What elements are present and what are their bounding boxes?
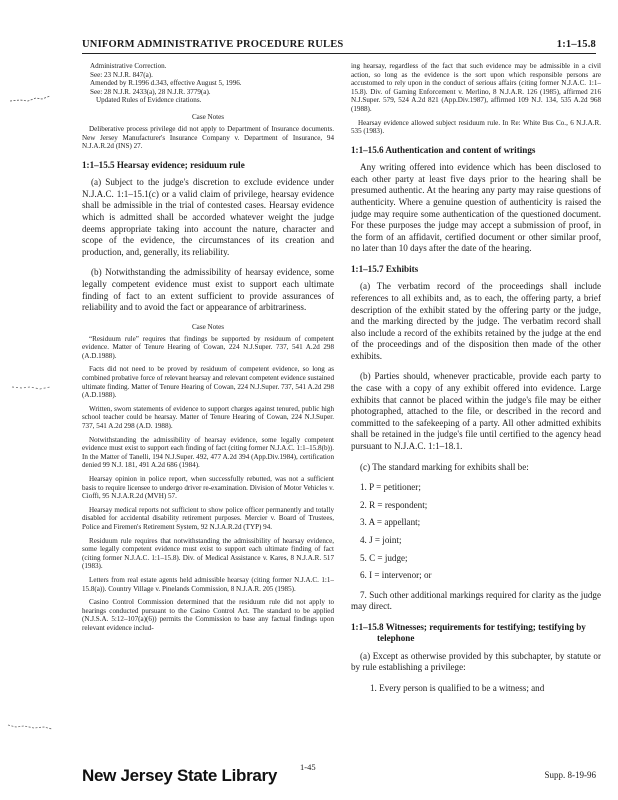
section-paragraph: (a) Subject to the judge's discretion to exclude evidence under N.J.A.C. 1:1–15.1(c) or a valid claim of privilege, hearsay evidence shall be admissible in the trial of contested cases. Hearsay evidence which is admitted shall be accorded whatever weight the judge deems appropriate taking into account the nature, character and scope of the evidence, the circumstances of its creation and production, and, generally, its reliability.: [82, 177, 334, 257]
header-section-range: 1:1–15.8: [556, 39, 596, 50]
section-paragraph: (a) Except as otherwise provided by this subchapter, by statute or by rule establishing a privilege:: [351, 650, 601, 673]
list-item: 5. C = judge;: [360, 552, 408, 563]
history-line: Updated Rules of Evidence citations.: [96, 96, 202, 105]
list-item: 3. A = appellant;: [360, 517, 421, 528]
supplement-date: Supp. 8-19-96: [544, 770, 596, 780]
section-paragraph: (b) Parties should, whenever practicable, provide each party to the case with a copy of any exhibit offered into evidence. Large exhibits that cannot be placed within the judge's file may be either photographed, attached to the file, or described in the record and committed to the safekeeping of a party. All other admitted exhibits shall be retained in the judge's file until certified to the agency head pursuant to N.J.A.C. 1:1–18.1.: [351, 371, 601, 452]
case-note: Letters from real estate agents held admissible hearsay (citing former N.J.A.C. 1:1–15.8(a)). Country Village v. Pinelands Commission, 8 N.J.A.R. 205 (1985).: [82, 575, 334, 593]
list-item: 2. R = respondent;: [360, 499, 428, 510]
list-item: 4. J = joint;: [360, 535, 402, 545]
left-column: [82, 62, 334, 754]
case-note: Residuum rule requires that notwithstanding the admissibility of hearsay evidence, some legally competent evidence must exist to support each ultimate finding of fact (citing former N.J.A.C. 1:1–15.8). Div. of Medical Assistance v. Kares, 8 N.J.A.R. 517 (1983).: [82, 536, 334, 571]
section-heading-1-1-15-5: 1:1–15.5 Hearsay evidence; residuum rule: [82, 159, 245, 170]
library-stamp: New Jersey State Library: [82, 766, 278, 785]
case-note: Written, sworn statements of evidence to support charges against tenured, public high school teacher could be hearsay. Matter of Tenure Hearing of Cowan, 224 N.J.Super. 737, 541 A.2d 298 (A.D. 1988).: [82, 404, 334, 431]
section-paragraph: (b) Notwithstanding the admissibility of hearsay evidence, some legally competent evidence must exist to support each ultimate finding of fact to an extent sufficient to provide assurances of reliability and to avoid the fact or appearance of arbitrariness.: [82, 267, 334, 313]
section-paragraph: (c) The standard marking for exhibits shall be:: [360, 461, 529, 472]
scan-margin-mark: [6, 720, 54, 732]
right-column: [351, 62, 601, 754]
case-note-continued: ing hearsay, regardless of the fact that such evidence may be admissible in a civil action, so long as the evidence is the sort upon which responsible persons are accustomed to rely upon in the conduct of serious affairs (citing former N.J.A.C. 1:1–15.8). Div. of Gaming Enforcement v. Merlino, 8 N.J.A.R. 126 (1985), affirmed 216 N.J.Super. 579, 524 A.2d 821 (App.Div.1987), affirmed 109 N.J. 134, 535 A.2d 968 (1988).: [351, 62, 601, 113]
case-notes-heading: Case Notes: [191, 112, 225, 121]
section-paragraph: 7. Such other additional markings required for clarity as the judge may direct.: [351, 589, 601, 612]
history-line: See: 23 N.J.R. 847(a).: [90, 70, 153, 79]
history-line: See: 28 N.J.R. 2433(a), 28 N.J.R. 3779(a).: [90, 87, 211, 96]
section-heading-1-1-15-8: 1:1–15.8 Witnesses; requirements for testifying; testifying by telephone: [351, 621, 586, 644]
case-note: Casino Control Commission determined that the residuum rule did not apply to hearings conducted pursuant to the Casino Control Act. The standard to be applied (N.J.S.A. 5:12–107(a)(6)) permits the Commission to base any factual findings upon relevant evidence includ-: [82, 598, 334, 632]
history-line: Amended by R.1996 d.343, effective August 5, 1996.: [90, 79, 242, 88]
section-paragraph: (a) The verbatim record of the proceedings shall include references to all exhibits and, as to each, the offering party, a brief description of the exhibit stated by the offering party or the judge, and the marking directed by the judge. The verbatim record shall also include a record of the exhibits retained by the judge at the end of the proceedings and of the disposition then made of the other exhibits.: [351, 281, 601, 361]
section-heading-1-1-15-6: 1:1–15.6 Authentication and content of writings: [351, 144, 536, 155]
case-note: Hearsay evidence allowed subject residuum rule. In Re: White Bus Co., 6 N.J.A.R. 535 (1983).: [351, 118, 601, 136]
list-item: 6. I = intervenor; or: [360, 570, 432, 581]
history-line: Administrative Correction.: [90, 62, 167, 70]
case-note: Hearsay medical reports not sufficient to show police officer permanently and totally disabled for accidental disability retirement purposes. Mercier v. Board of Trustees, Police and Firemen's Retirement System, 92 N.J.A.R.2d (TYP) 94.: [82, 505, 334, 531]
section-paragraph: Any writing offered into evidence which has been disclosed to each other party at least five days prior to the hearing shall be presumed authentic. At the hearing any party may raise questions of authenticity. Where a genuine question of authenticity is raised the judge may require some authentication of the questioned document. For these purposes the judge may accept a submission of proof, in the form of an affidavit, certified document or other similar proof, no later than 10 days after the date of the hearing.: [351, 162, 601, 254]
case-note: “Residuum rule” requires that findings be supported by residuum of competent evidence. Matter of Tenure Hearing of Cowan, 224 N.J.Super. 737, 541 A.2d 298 (A.D.1988).: [82, 334, 334, 360]
running-header: [82, 36, 596, 54]
scan-margin-mark: [6, 92, 54, 104]
page-number: 1-45: [300, 762, 316, 772]
header-title: UNIFORM ADMINISTRATIVE PROCEDURE RULES: [82, 39, 344, 50]
history-notes: [82, 62, 334, 105]
case-note: Notwithstanding the admissibility of hearsay evidence, some legally competent evidence must exist to support each finding of fact (citing former N.J.A.C. 1:1–15.8(b)). In the Matter of Tanelli, 194 N.J.Super. 492, 477 A.2d 394 (App.Div.1984), certification denied 99 N.J. 181, 491 A.2d 686 (1984).: [82, 435, 334, 470]
scan-margin-mark: [6, 380, 54, 392]
case-note: Deliberative process privilege did not apply to Department of Insurance documents. New Jersey Manufacturer's Insurance Company v. Department of Insurance, 94 N.J.A.R.2d (INS) 27.: [82, 124, 334, 151]
case-note: Facts did not need to be proved by residuum of competent evidence, so long as combined probative force of relevant hearsay and relevant competent evidence sustained ultimate finding. Matter of Tenure Hearing of Cowan, 224 N.J.Super. 737, 541 A.2d 298 (A.D.1988).: [82, 365, 334, 400]
section-paragraph: 1. Every person is qualified to be a witness; and: [370, 682, 545, 693]
section-heading-1-1-15-7: 1:1–15.7 Exhibits: [351, 263, 419, 274]
exhibit-marking-list: [351, 482, 601, 582]
case-note: Hearsay opinion in police report, when successfully rebutted, was not a sufficient basis to require licensee to undergo driver re-examination. Division of Motor Vehicles v. Cioffi, 95 N.J.A.R.2d (MVH) 57.: [82, 475, 334, 501]
list-item: 1. P = petitioner;: [360, 482, 421, 493]
case-notes-heading: Case Notes: [191, 322, 225, 331]
